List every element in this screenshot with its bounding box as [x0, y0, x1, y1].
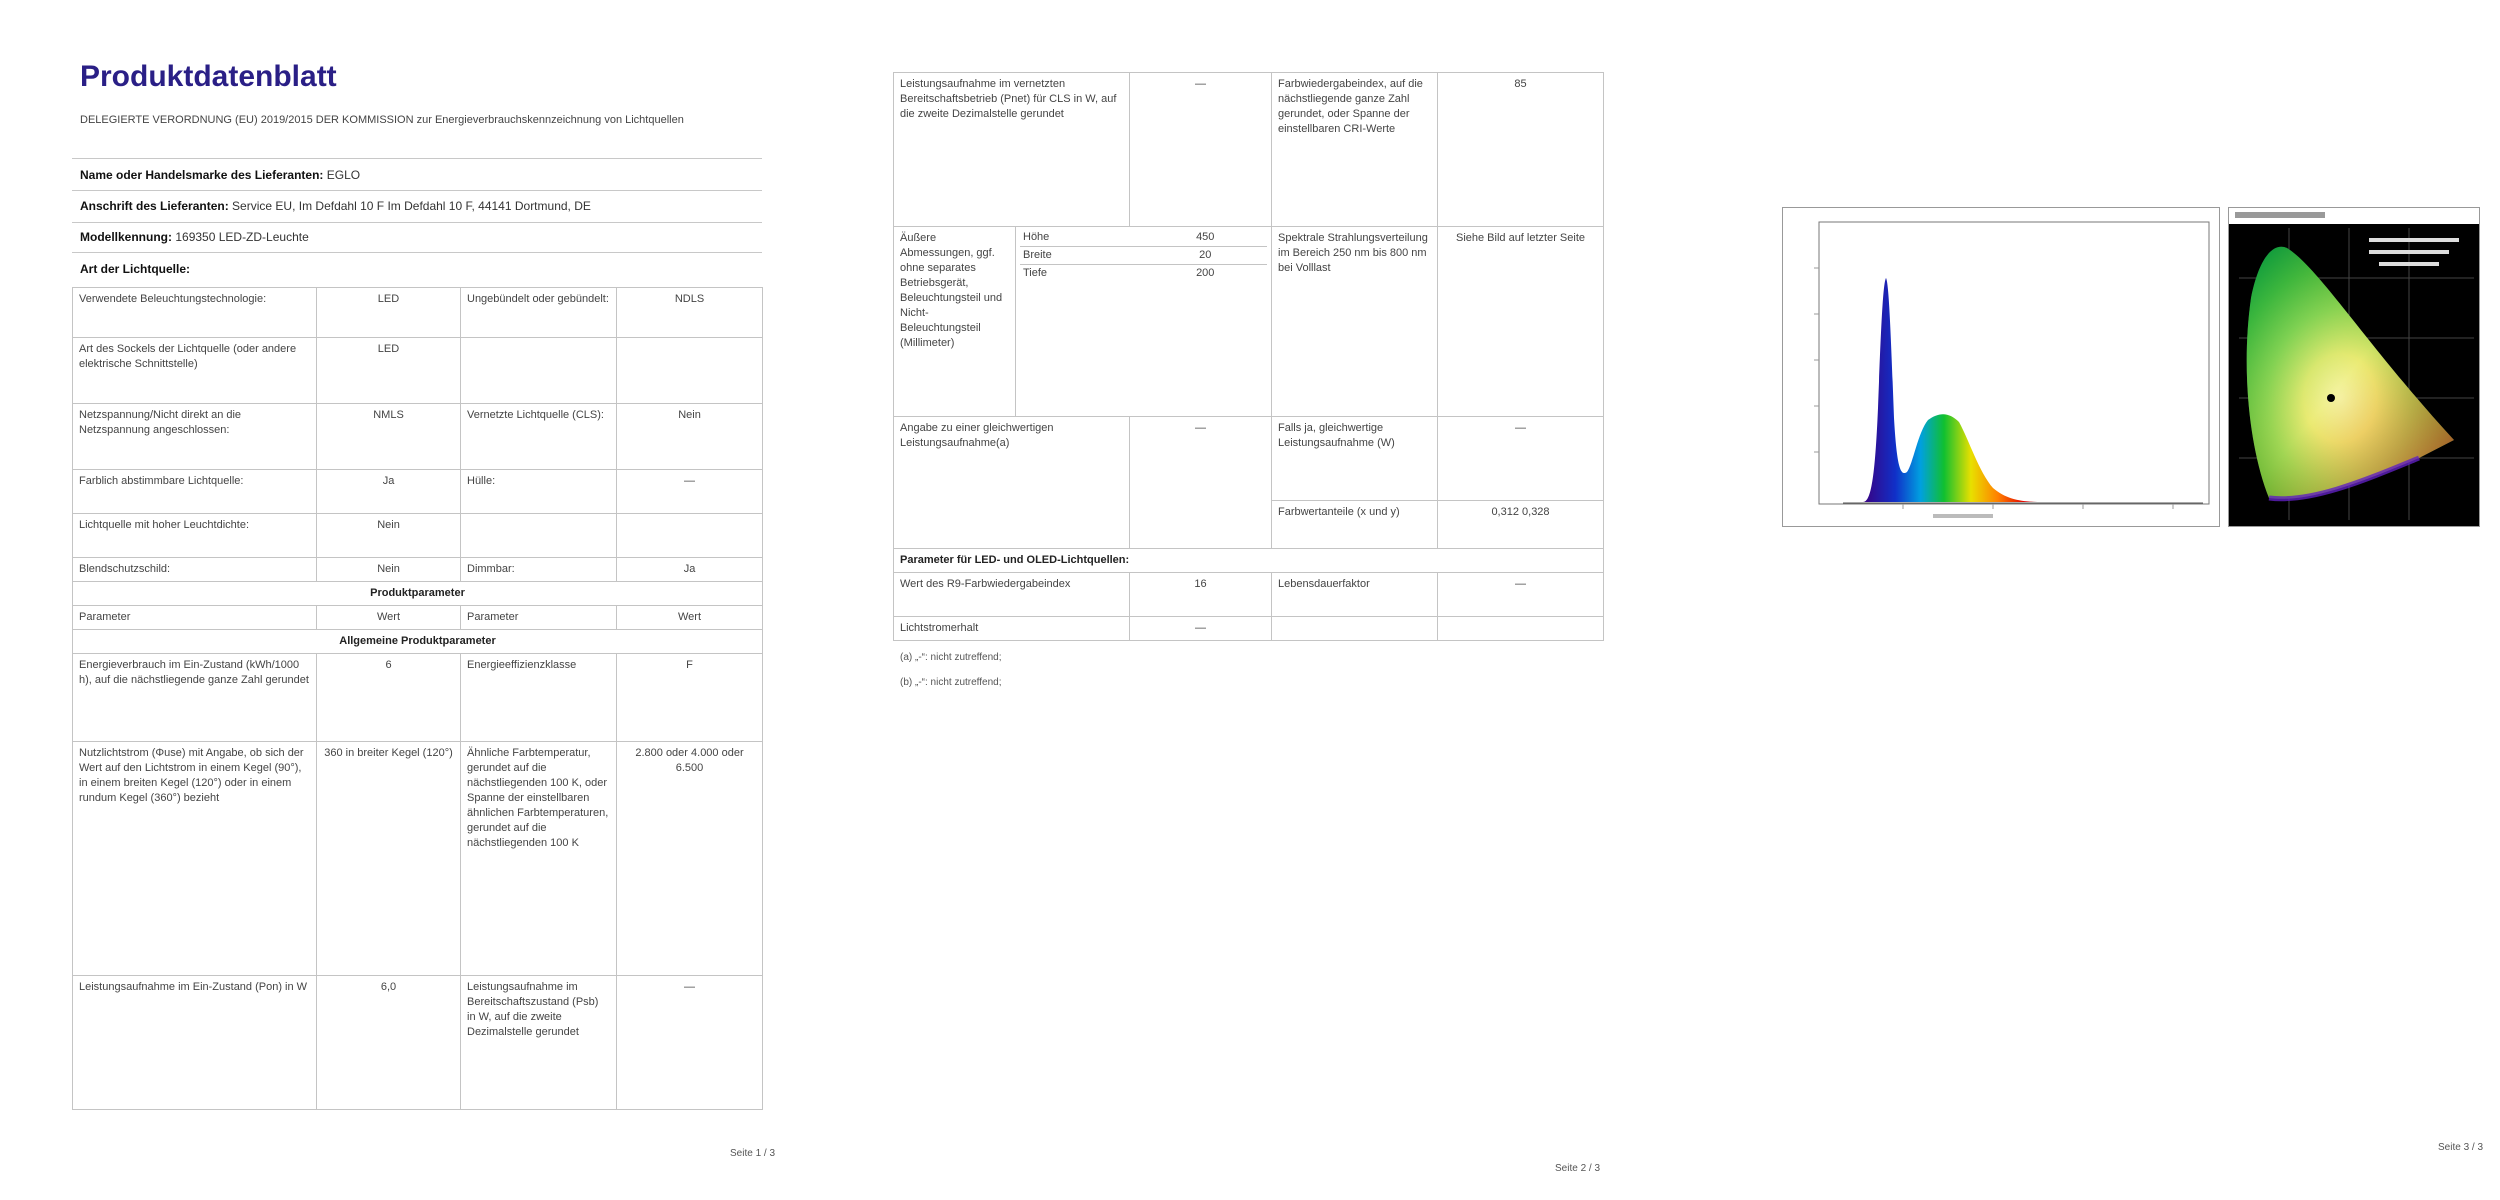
spectrum-image — [1783, 208, 2219, 526]
cie-diagram-image — [2229, 208, 2479, 526]
equivalent-power-question: Angabe zu einer gleichwertigen Leistungsaufnahme(a) — [894, 417, 1130, 549]
datasheet-page-2 — [800, 0, 1680, 1200]
parameters-table-page-1 — [72, 287, 763, 1110]
divider — [72, 252, 762, 253]
table-row: Farblich abstimmbare Lichtquelle: Ja Hülle: — — [73, 470, 763, 514]
spectrum-value: Siehe Bild auf letzter Seite — [1438, 227, 1604, 417]
table-row: Wert des R9-Farbwiedergabeindex 16 Lebensdauerfaktor — — [894, 573, 1604, 617]
divider — [72, 222, 762, 223]
light-source-type-heading: Art der Lichtquelle: — [80, 262, 191, 276]
table-row: Lichtstromerhalt — — [894, 617, 1604, 641]
table-row: Art des Sockels der Lichtquelle (oder andere elektrische Schnittstelle) LED — [73, 338, 763, 404]
dimensions-table — [1020, 229, 1267, 282]
table-section-header: Allgemeine Produktparameter — [73, 630, 763, 654]
page-number: Seite 3 / 3 — [2438, 1142, 2484, 1153]
dimension-row: Tiefe 200 — [1023, 267, 1215, 279]
datasheet-page-3 — [1690, 0, 2500, 1200]
page-title: Produktdatenblatt — [80, 60, 337, 93]
model-identifier — [80, 230, 760, 244]
spectrum-label: Spektrale Strahlungsverteilung im Bereich 250 nm bis 800 nm bei Volllast — [1272, 227, 1438, 417]
supplier-name-label: Name oder Handelsmarke des Lieferanten: — [80, 168, 324, 182]
table-row: Angabe zu einer gleichwertigen Leistungsaufnahme(a) — Falls ja, gleichwertige Leistungsaufnahme (W) — — [894, 417, 1604, 501]
footnote-a: (a) „-“: nicht zutreffend; — [900, 652, 1002, 663]
supplier-name-value: EGLO — [326, 168, 361, 182]
spectrum-chart-figure — [1782, 207, 2220, 527]
table-section-header: Produktparameter — [73, 582, 763, 606]
datasheet-page-1 — [0, 0, 795, 1200]
divider — [72, 190, 762, 191]
dimensions-cell — [1016, 227, 1272, 417]
supplier-address-value: Service EU, Im Defdahl 10 F Im Defdahl 10 F, 44141 Dortmund, DE — [232, 199, 591, 213]
table-row: Energieverbrauch im Ein-Zustand (kWh/1000 h), auf die nächstliegende ganze Zahl gerundet 6 Energieeffizienzklasse F — [73, 654, 763, 742]
cie-chromaticity-figure — [2228, 207, 2480, 527]
table-row: Blendschutzschild: Nein Dimmbar: Ja — [73, 558, 763, 582]
table-row: Farbwertanteile (x und y) 0,312 0,328 — [894, 501, 1604, 549]
parameters-table-page-2 — [893, 72, 1604, 641]
footnote-b: (b) „-“: nicht zutreffend; — [900, 677, 1002, 688]
supplier-address-label: Anschrift des Lieferanten: — [80, 199, 229, 213]
supplier-address — [80, 199, 760, 213]
page-number: Seite 1 / 3 — [730, 1148, 776, 1159]
model-label: Modellkennung: — [80, 230, 172, 244]
dimensions-label: Äußere Abmessungen, ggf. ohne separates Betriebsgerät, Beleuchtungsteil und Nicht-Beleuchtungsteil (Millimeter) — [894, 227, 1016, 417]
table-row: Nutzlichtstrom (Φuse) mit Angabe, ob sich der Wert auf den Lichtstrom in einem Kegel (90°), in einem breiten Kegel (120°) oder in einem rundum Kegel (360°) bezieht 360 in breiter Kegel (120°) Ähnliche Farbtemperatur, gerundet auf die nächstliegenden 100 K, oder Spanne der einstellbaren ähnlichen Farbtemperaturen, gerundet auf die nächstliegenden 100 K 2.800 oder 4.000 oder 6.500 — [73, 742, 763, 976]
regulation-intro: DELEGIERTE VERORDNUNG (EU) 2019/2015 DER KOMMISSION zur Energieverbrauchskennzeichnung von Lichtquellen — [80, 114, 684, 126]
model-value: 169350 LED-ZD-Leuchte — [175, 230, 309, 244]
divider — [72, 158, 762, 159]
table-column-headers: Parameter Wert Parameter Wert — [73, 606, 763, 630]
dimension-row: Höhe 450 — [1020, 229, 1267, 247]
table-section-header: Parameter für LED- und OLED-Lichtquellen: — [894, 549, 1604, 573]
table-row: Lichtquelle mit hoher Leuchtdichte: Nein — [73, 514, 763, 558]
page-number: Seite 2 / 3 — [1555, 1163, 1601, 1174]
dimension-row: Breite 20 — [1020, 247, 1267, 265]
table-row: Netzspannung/Nicht direkt an die Netzspannung angeschlossen: NMLS Vernetzte Lichtquelle (CLS): Nein — [73, 404, 763, 470]
supplier-name — [80, 168, 760, 182]
table-row: Leistungsaufnahme im Ein-Zustand (Pon) in W 6,0 Leistungsaufnahme im Bereitschaftszustand (Psb) in W, auf die zweite Dezimalstelle gerundet — — [73, 976, 763, 1110]
table-row: Verwendete Beleuchtungstechnologie: LED Ungebündelt oder gebündelt: NDLS — [73, 288, 763, 338]
table-row: Leistungsaufnahme im vernetzten Bereitschaftsbetrieb (Pnet) für CLS in W, auf die zweite Dezimalstelle gerundet — Farbwiedergabeindex, auf die nächstliegende ganze Zahl gerundet, oder Spanne der einstellbaren CRI-Werte 85 — [894, 73, 1604, 227]
table-row — [894, 227, 1604, 417]
